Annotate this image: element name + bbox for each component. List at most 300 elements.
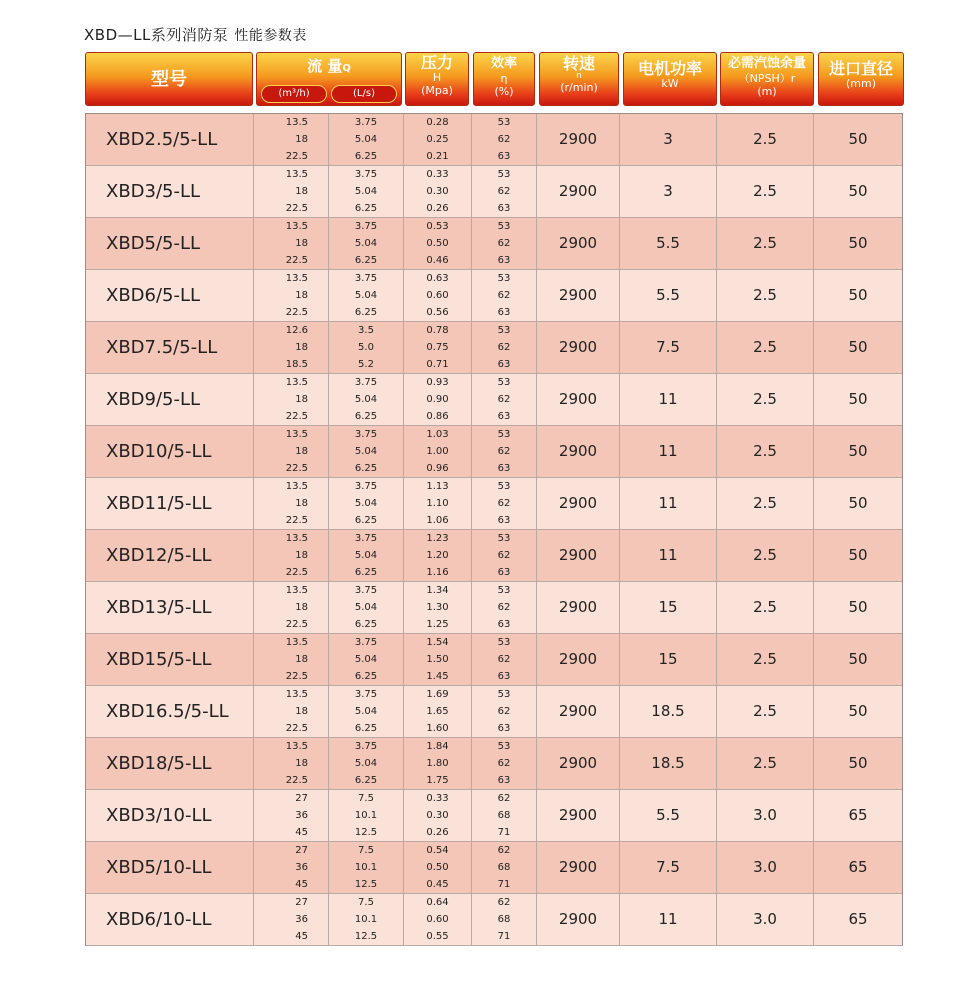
cell-value: 53	[497, 117, 511, 128]
table-row	[86, 426, 902, 478]
cell-model: XBD16.5/5-LL	[86, 686, 254, 737]
cell-value: 53	[497, 429, 511, 440]
cell-value: 22.5	[285, 411, 308, 422]
cell-value: 10.1	[354, 862, 378, 873]
cell-value: 3.75	[354, 585, 378, 596]
cell-flow-m3h	[254, 894, 329, 945]
cell-value: 12.5	[354, 879, 378, 890]
header-pressure-unit: (Mpa)	[421, 84, 453, 97]
cell-value: 0.54	[426, 845, 449, 856]
cell-model: XBD6/10-LL	[86, 894, 254, 945]
header-inlet-label: 进口直径	[828, 59, 893, 78]
cell-power: 11	[620, 478, 717, 529]
cell-value: 13.5	[285, 481, 308, 492]
cell-value: 63	[497, 359, 511, 370]
cell-speed: 2900	[537, 634, 620, 685]
cell-flow-ls	[329, 738, 404, 789]
cell-efficiency	[472, 374, 537, 425]
header-efficiency	[473, 52, 535, 106]
cell-value: 18	[295, 498, 308, 509]
header-pressure	[405, 52, 469, 106]
cell-value: 63	[497, 307, 511, 318]
title-main: XBD—LL系列消防泵	[84, 26, 229, 44]
cell-value: 1.10	[426, 498, 449, 509]
cell-flow-ls	[329, 166, 404, 217]
cell-flow-m3h	[254, 530, 329, 581]
cell-value: 6.25	[354, 671, 378, 682]
cell-value: 22.5	[285, 619, 308, 630]
cell-value: 6.25	[354, 151, 378, 162]
cell-value: 62	[497, 897, 511, 908]
cell-pressure	[404, 426, 472, 477]
cell-efficiency	[472, 270, 537, 321]
header-inlet-unit: (mm)	[845, 77, 876, 90]
cell-power: 3	[620, 166, 717, 217]
cell-inlet: 50	[848, 286, 868, 304]
cell-flow-m3h	[254, 582, 329, 633]
cell-value: 0.46	[426, 255, 449, 266]
table-row	[86, 270, 902, 322]
cell-value: 0.96	[426, 463, 449, 474]
cell-flow-ls	[329, 686, 404, 737]
cell-model: XBD7.5/5-LL	[86, 322, 254, 373]
cell-flow-ls	[329, 790, 404, 841]
cell-flow-ls	[329, 634, 404, 685]
cell-value: 10.1	[354, 810, 378, 821]
cell-value: 3.75	[354, 741, 378, 752]
cell-inlet: 50	[848, 130, 868, 148]
cell-inlet: 50	[848, 702, 868, 720]
cell-value: 6.25	[354, 411, 378, 422]
cell-inlet: 50	[848, 390, 868, 408]
cell-value: 0.93	[426, 377, 449, 388]
cell-value: 12.6	[285, 325, 308, 336]
cell-value: 18	[295, 342, 308, 353]
cell-value: 1.00	[426, 446, 449, 457]
cell-efficiency	[472, 530, 537, 581]
header-inlet	[818, 52, 904, 106]
cell-inlet: 65	[848, 806, 868, 824]
cell-flow-ls	[329, 322, 404, 373]
cell-value: 53	[497, 689, 511, 700]
cell-value: 0.21	[426, 151, 449, 162]
cell-pressure	[404, 582, 472, 633]
cell-flow-m3h	[254, 686, 329, 737]
cell-value: 5.2	[358, 359, 374, 370]
cell-value: 5.04	[354, 758, 378, 769]
cell-value: 3.75	[354, 273, 378, 284]
cell-flow-ls	[329, 374, 404, 425]
cell-npsh: 2.5	[717, 582, 814, 633]
cell-value: 63	[497, 203, 511, 214]
cell-value: 22.5	[285, 723, 308, 734]
cell-value: 5.04	[354, 238, 378, 249]
cell-efficiency	[472, 582, 537, 633]
table-row	[86, 686, 902, 738]
table-row	[86, 530, 902, 582]
cell-flow-m3h	[254, 270, 329, 321]
cell-model: XBD15/5-LL	[86, 634, 254, 685]
cell-flow-ls	[329, 114, 404, 165]
cell-value: 1.16	[426, 567, 449, 578]
cell-flow-m3h	[254, 634, 329, 685]
cell-value: 62	[497, 793, 511, 804]
cell-value: 5.04	[354, 654, 378, 665]
header-npsh-label: 必需汽蚀余量	[727, 56, 806, 71]
cell-value: 62	[497, 654, 511, 665]
cell-speed: 2900	[537, 686, 620, 737]
cell-value: 12.5	[354, 931, 378, 942]
header-flow-label: 流 量	[307, 57, 343, 75]
cell-model: XBD13/5-LL	[86, 582, 254, 633]
cell-value: 0.30	[426, 186, 449, 197]
cell-value: 62	[497, 238, 511, 249]
cell-speed: 2900	[537, 218, 620, 269]
cell-value: 62	[497, 498, 511, 509]
cell-model: XBD11/5-LL	[86, 478, 254, 529]
cell-value: 5.04	[354, 706, 378, 717]
cell-inlet: 50	[848, 494, 868, 512]
header-power-unit: kW	[661, 77, 679, 90]
cell-value: 62	[497, 290, 511, 301]
cell-flow-m3h	[254, 322, 329, 373]
cell-npsh: 2.5	[717, 166, 814, 217]
cell-value: 53	[497, 741, 511, 752]
cell-value: 68	[497, 914, 511, 925]
cell-value: 13.5	[285, 533, 308, 544]
table-row	[86, 634, 902, 686]
cell-value: 53	[497, 377, 511, 388]
cell-model: XBD5/5-LL	[86, 218, 254, 269]
cell-value: 13.5	[285, 637, 308, 648]
cell-value: 62	[497, 342, 511, 353]
cell-value: 5.04	[354, 550, 378, 561]
cell-efficiency	[472, 478, 537, 529]
cell-value: 7.5	[358, 845, 374, 856]
cell-value: 18	[295, 706, 308, 717]
header-speed-unit: (r/min)	[560, 81, 598, 94]
cell-inlet: 50	[848, 546, 868, 564]
cell-value: 0.64	[426, 897, 449, 908]
cell-value: 1.34	[426, 585, 449, 596]
cell-value: 12.5	[354, 827, 378, 838]
cell-npsh: 2.5	[717, 374, 814, 425]
cell-pressure	[404, 166, 472, 217]
cell-model: XBD9/5-LL	[86, 374, 254, 425]
cell-efficiency	[472, 842, 537, 893]
flow-unit-m3h: (m³/h)	[261, 85, 327, 103]
table-row	[86, 374, 902, 426]
cell-efficiency	[472, 790, 537, 841]
cell-value: 3.75	[354, 533, 378, 544]
cell-value: 63	[497, 151, 511, 162]
cell-value: 5.0	[358, 342, 374, 353]
cell-value: 13.5	[285, 429, 308, 440]
cell-npsh: 2.5	[717, 322, 814, 373]
cell-value: 62	[497, 845, 511, 856]
cell-flow-ls	[329, 530, 404, 581]
cell-efficiency	[472, 634, 537, 685]
cell-efficiency	[472, 894, 537, 945]
flow-unit-ls: (L/s)	[331, 85, 397, 103]
cell-value: 22.5	[285, 671, 308, 682]
cell-npsh: 2.5	[717, 634, 814, 685]
cell-pressure	[404, 842, 472, 893]
cell-speed: 2900	[537, 166, 620, 217]
cell-value: 18	[295, 758, 308, 769]
header-npsh	[720, 52, 814, 106]
cell-npsh: 2.5	[717, 270, 814, 321]
cell-value: 6.25	[354, 307, 378, 318]
cell-value: 1.06	[426, 515, 449, 526]
cell-value: 0.45	[426, 879, 449, 890]
table-row	[86, 842, 902, 894]
cell-npsh: 2.5	[717, 686, 814, 737]
cell-value: 13.5	[285, 117, 308, 128]
cell-flow-m3h	[254, 842, 329, 893]
cell-npsh: 2.5	[717, 114, 814, 165]
cell-value: 62	[497, 134, 511, 145]
cell-model: XBD2.5/5-LL	[86, 114, 254, 165]
table-row	[86, 894, 902, 946]
header-speed-sym: n	[576, 71, 582, 81]
cell-value: 6.25	[354, 515, 378, 526]
cell-value: 0.60	[426, 914, 449, 925]
cell-value: 63	[497, 567, 511, 578]
cell-value: 63	[497, 463, 511, 474]
cell-power: 3	[620, 114, 717, 165]
cell-efficiency	[472, 738, 537, 789]
cell-value: 22.5	[285, 567, 308, 578]
cell-value: 22.5	[285, 307, 308, 318]
cell-value: 71	[497, 931, 511, 942]
table-row	[86, 218, 902, 270]
cell-value: 13.5	[285, 377, 308, 388]
cell-speed: 2900	[537, 374, 620, 425]
cell-value: 3.75	[354, 689, 378, 700]
cell-value: 45	[295, 931, 308, 942]
title-sub: 性能参数表	[234, 28, 307, 44]
cell-value: 27	[295, 793, 308, 804]
cell-value: 62	[497, 446, 511, 457]
cell-value: 1.50	[426, 654, 449, 665]
cell-inlet: 50	[848, 182, 868, 200]
cell-value: 1.54	[426, 637, 449, 648]
cell-npsh: 3.0	[717, 894, 814, 945]
cell-model: XBD6/5-LL	[86, 270, 254, 321]
cell-value: 7.5	[358, 793, 374, 804]
header-flow-q: Q	[342, 63, 351, 74]
cell-value: 68	[497, 862, 511, 873]
cell-value: 13.5	[285, 221, 308, 232]
cell-value: 1.75	[426, 775, 449, 786]
cell-npsh: 2.5	[717, 738, 814, 789]
cell-speed: 2900	[537, 426, 620, 477]
header-model	[85, 52, 253, 106]
cell-pressure	[404, 686, 472, 737]
cell-value: 63	[497, 619, 511, 630]
cell-efficiency	[472, 114, 537, 165]
cell-value: 18	[295, 602, 308, 613]
cell-power: 5.5	[620, 790, 717, 841]
cell-value: 0.26	[426, 827, 449, 838]
cell-value: 10.1	[354, 914, 378, 925]
cell-value: 0.33	[426, 169, 449, 180]
cell-npsh: 2.5	[717, 426, 814, 477]
cell-value: 7.5	[358, 897, 374, 908]
cell-value: 0.56	[426, 307, 449, 318]
cell-value: 53	[497, 273, 511, 284]
cell-value: 1.03	[426, 429, 449, 440]
cell-flow-ls	[329, 426, 404, 477]
cell-npsh: 2.5	[717, 530, 814, 581]
cell-flow-m3h	[254, 218, 329, 269]
cell-value: 0.33	[426, 793, 449, 804]
cell-power: 11	[620, 530, 717, 581]
cell-power: 7.5	[620, 322, 717, 373]
cell-npsh: 3.0	[717, 842, 814, 893]
cell-speed: 2900	[537, 894, 620, 945]
cell-value: 0.60	[426, 290, 449, 301]
table-row	[86, 582, 902, 634]
cell-value: 53	[497, 221, 511, 232]
cell-value: 36	[295, 810, 308, 821]
cell-value: 62	[497, 550, 511, 561]
cell-value: 0.86	[426, 411, 449, 422]
cell-power: 5.5	[620, 218, 717, 269]
header-pressure-label: 压力	[420, 53, 453, 72]
cell-value: 0.75	[426, 342, 449, 353]
cell-value: 53	[497, 481, 511, 492]
cell-value: 6.25	[354, 463, 378, 474]
spec-table	[85, 113, 903, 946]
header-power-label: 电机功率	[637, 59, 702, 78]
header-speed	[539, 52, 619, 106]
cell-speed: 2900	[537, 582, 620, 633]
cell-value: 53	[497, 585, 511, 596]
cell-flow-ls	[329, 582, 404, 633]
cell-value: 18.5	[285, 359, 308, 370]
cell-value: 1.23	[426, 533, 449, 544]
cell-value: 1.30	[426, 602, 449, 613]
cell-value: 45	[295, 879, 308, 890]
cell-value: 22.5	[285, 515, 308, 526]
cell-value: 1.45	[426, 671, 449, 682]
cell-value: 6.25	[354, 567, 378, 578]
cell-flow-ls	[329, 478, 404, 529]
table-row	[86, 322, 902, 374]
cell-speed: 2900	[537, 842, 620, 893]
cell-pressure	[404, 894, 472, 945]
cell-value: 3.75	[354, 117, 378, 128]
cell-value: 71	[497, 827, 511, 838]
table-row	[86, 478, 902, 530]
cell-value: 22.5	[285, 775, 308, 786]
cell-npsh: 2.5	[717, 218, 814, 269]
cell-value: 13.5	[285, 689, 308, 700]
cell-npsh: 3.0	[717, 790, 814, 841]
cell-value: 18	[295, 290, 308, 301]
cell-value: 18	[295, 238, 308, 249]
cell-efficiency	[472, 322, 537, 373]
cell-inlet: 50	[848, 598, 868, 616]
cell-value: 18	[295, 186, 308, 197]
cell-value: 18	[295, 394, 308, 405]
cell-speed: 2900	[537, 530, 620, 581]
cell-speed: 2900	[537, 270, 620, 321]
cell-inlet: 50	[848, 234, 868, 252]
cell-pressure	[404, 790, 472, 841]
cell-value: 1.69	[426, 689, 449, 700]
cell-value: 63	[497, 775, 511, 786]
cell-value: 62	[497, 186, 511, 197]
cell-model: XBD18/5-LL	[86, 738, 254, 789]
cell-efficiency	[472, 686, 537, 737]
cell-value: 63	[497, 515, 511, 526]
cell-value: 22.5	[285, 463, 308, 474]
cell-value: 0.28	[426, 117, 449, 128]
cell-model: XBD3/5-LL	[86, 166, 254, 217]
cell-speed: 2900	[537, 478, 620, 529]
cell-value: 0.63	[426, 273, 449, 284]
cell-value: 13.5	[285, 169, 308, 180]
cell-flow-ls	[329, 842, 404, 893]
cell-flow-ls	[329, 270, 404, 321]
cell-value: 5.04	[354, 186, 378, 197]
cell-model: XBD3/10-LL	[86, 790, 254, 841]
cell-value: 53	[497, 169, 511, 180]
cell-value: 6.25	[354, 619, 378, 630]
cell-value: 3.75	[354, 377, 378, 388]
cell-inlet: 50	[848, 754, 868, 772]
cell-value: 18	[295, 654, 308, 665]
cell-npsh: 2.5	[717, 478, 814, 529]
cell-value: 0.26	[426, 203, 449, 214]
cell-model: XBD10/5-LL	[86, 426, 254, 477]
cell-pressure	[404, 634, 472, 685]
cell-pressure	[404, 478, 472, 529]
page-title	[84, 24, 307, 45]
cell-power: 18.5	[620, 686, 717, 737]
cell-value: 22.5	[285, 255, 308, 266]
cell-value: 0.53	[426, 221, 449, 232]
cell-efficiency	[472, 426, 537, 477]
cell-value: 27	[295, 845, 308, 856]
cell-speed: 2900	[537, 114, 620, 165]
cell-value: 3.75	[354, 429, 378, 440]
cell-value: 22.5	[285, 203, 308, 214]
cell-efficiency	[472, 218, 537, 269]
cell-value: 6.25	[354, 775, 378, 786]
cell-value: 0.71	[426, 359, 449, 370]
cell-power: 11	[620, 894, 717, 945]
cell-inlet: 65	[848, 910, 868, 928]
cell-inlet: 65	[848, 858, 868, 876]
cell-inlet: 50	[848, 650, 868, 668]
cell-pressure	[404, 322, 472, 373]
cell-value: 1.20	[426, 550, 449, 561]
cell-value: 71	[497, 879, 511, 890]
cell-value: 6.25	[354, 203, 378, 214]
cell-flow-m3h	[254, 114, 329, 165]
cell-power: 15	[620, 634, 717, 685]
cell-value: 18	[295, 134, 308, 145]
cell-value: 0.25	[426, 134, 449, 145]
cell-value: 0.50	[426, 862, 449, 873]
cell-flow-m3h	[254, 478, 329, 529]
cell-value: 18	[295, 446, 308, 457]
cell-value: 53	[497, 325, 511, 336]
